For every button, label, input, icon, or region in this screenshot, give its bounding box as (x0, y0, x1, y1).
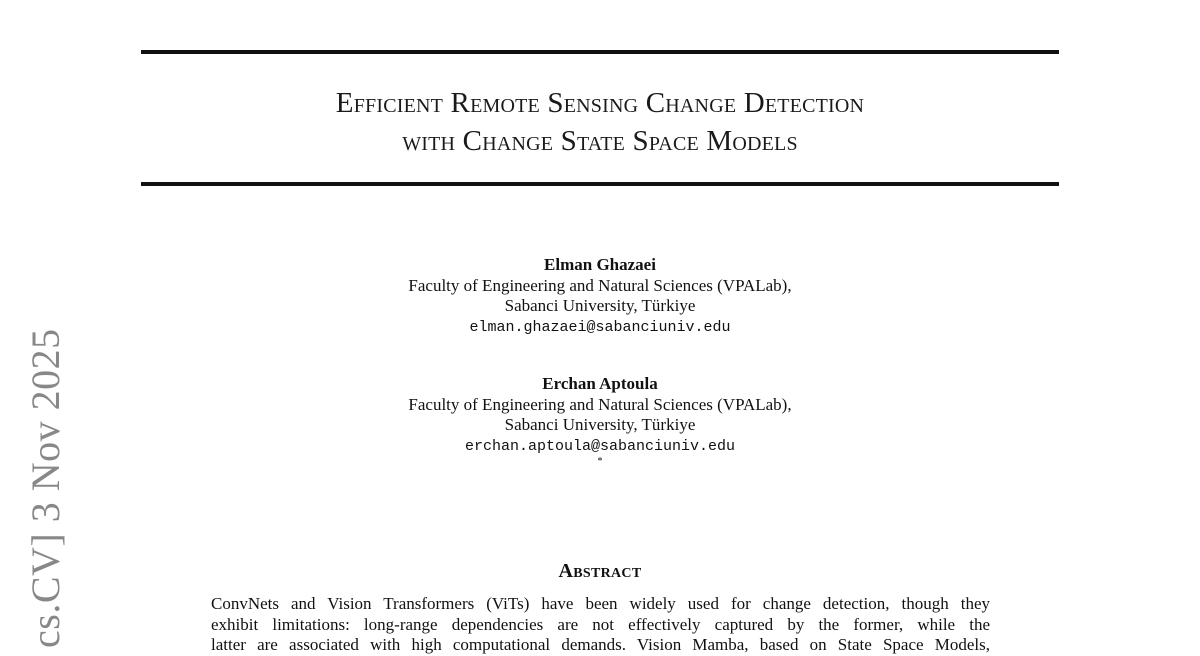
abstract-body (211, 594, 990, 656)
paper-title-line-2: with Change State Space Models (402, 125, 798, 157)
abstract-heading: Abstract (558, 560, 642, 582)
author-email: elman.ghazaei@sabanciuniv.edu (469, 318, 731, 336)
author-affiliation-location: Sabanci University, Türkiye (504, 296, 696, 315)
title-top-rule (141, 50, 1059, 54)
footnote-mark: * (597, 455, 603, 467)
title-bottom-rule (141, 182, 1059, 186)
abstract-line: latter are associated with high computational demands. Vision Mamba, based on State Space Models, (211, 635, 990, 654)
paper-title-line-1: Efficient Remote Sensing Change Detection (335, 87, 865, 119)
author-name: Elman Ghazaei (544, 255, 656, 274)
author-affiliation-location: Sabanci University, Türkiye (504, 415, 696, 434)
author-block-1 (300, 255, 900, 338)
author-block-2 (300, 374, 900, 467)
author-affiliation: Faculty of Engineering and Natural Sciences (VPALab), (408, 275, 792, 295)
author-email: erchan.aptoula@sabanciuniv.edu (464, 437, 736, 455)
abstract-line: exhibit limitations: long-range dependencies are not effectively captured by the former, while the (211, 614, 990, 634)
paper-title (141, 84, 1059, 160)
abstract-line: ConvNets and Vision Transformers (ViTs) have been widely used for change detection, though they (211, 594, 990, 613)
author-affiliation: Faculty of Engineering and Natural Sciences (VPALab), (408, 394, 792, 414)
arxiv-side-stamp: cs.CV] 3 Nov 2025 (23, 328, 68, 648)
author-name: Erchan Aptoula (542, 374, 658, 393)
